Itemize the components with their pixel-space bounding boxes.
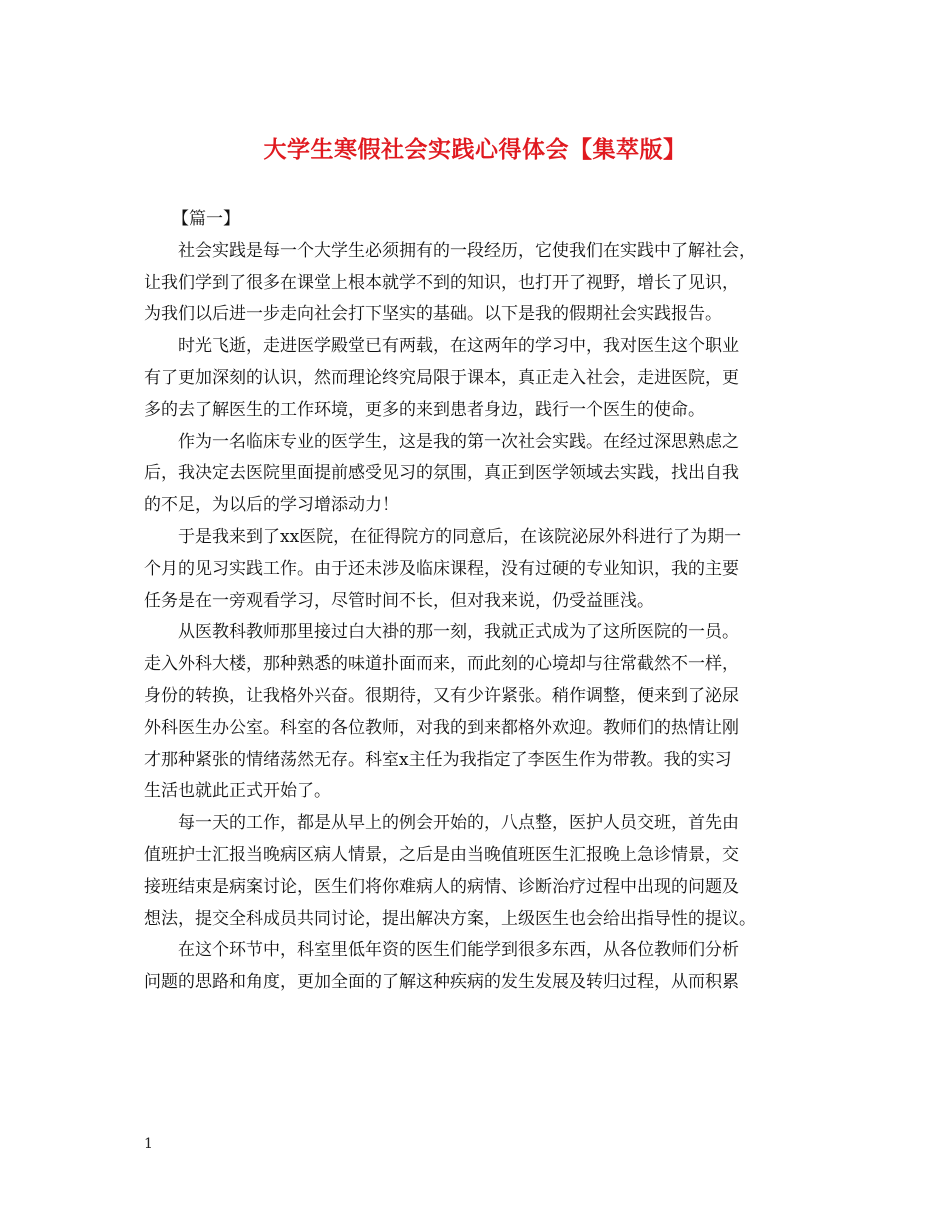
text-line: 在这个环节中，科室里低年资的医生们能学到很多东西，从各位教师们分析 — [178, 940, 739, 961]
text-line: 值班护士汇报当晚病区病人情景，之后是由当晚值班医生汇报晚上急诊情景，交 — [144, 844, 739, 865]
text-line: 让我们学到了很多在课堂上根本就学不到的知识，也打开了视野，增长了见识， — [144, 272, 739, 293]
section-heading: 【篇一】 — [172, 209, 240, 229]
document-title: 大学生寒假社会实践心得体会【集萃版】 — [263, 137, 687, 163]
text-line: 后，我决定去医院里面提前感受见习的氛围，真正到医学领域去实践，找出自我 — [144, 463, 739, 484]
text-line: 个月的见习实践工作。由于还未涉及临床课程，没有过硬的专业知识，我的主要 — [144, 558, 739, 579]
text-line: 作为一名临床专业的医学生，这是我的第一次社会实践。在经过深思熟虑之 — [178, 431, 739, 452]
text-line: 多的去了解医生的工作环境，更多的来到患者身边，践行一个医生的使命。 — [144, 399, 705, 420]
text-line: 生活也就此正式开始了。 — [144, 781, 331, 802]
text-line: 才那种紧张的情绪荡然无存。科室x主任为我指定了李医生作为带教。我的实习 — [144, 749, 732, 770]
page-number: 1 — [144, 1136, 153, 1152]
text-line: 有了更加深刻的认识，然而理论终究局限于课本，真正走入社会，走进医院，更 — [144, 367, 739, 388]
text-line: 问题的思路和角度，更加全面的了解这种疾病的发生发展及转归过程，从而积累 — [144, 972, 739, 993]
text-line: 任务是在一旁观看学习，尽管时间不长，但对我来说，仍受益匪浅。 — [144, 590, 654, 611]
text-line: 社会实践是每一个大学生必须拥有的一段经历，它使我们在实践中了解社会， — [178, 240, 756, 261]
text-line: 身份的转换，让我格外兴奋。很期待，又有少许紧张。稍作调整，便来到了泌尿 — [144, 685, 739, 706]
text-line: 的不足，为以后的学习增添动力！ — [144, 495, 399, 516]
text-line: 每一天的工作，都是从早上的例会开始的，八点整，医护人员交班，首先由 — [178, 813, 739, 834]
text-line: 为我们以后进一步走向社会打下坚实的基础。以下是我的假期社会实践报告。 — [144, 304, 722, 325]
text-line: 外科医生办公室。科室的各位教师，对我的到来都格外欢迎。教师们的热情让刚 — [144, 717, 739, 738]
text-line: 走入外科大楼，那种熟悉的味道扑面而来，而此刻的心境却与往常截然不一样， — [144, 654, 739, 675]
text-line: 接班结束是病案讨论，医生们将你难病人的病情、诊断治疗过程中出现的问题及 — [144, 876, 739, 897]
text-line: 于是我来到了xx医院，在征得院方的同意后，在该院泌尿外科进行了为期一 — [178, 526, 742, 547]
document-body — [144, 204, 814, 999]
text-line: 时光飞逝，走进医学殿堂已有两载，在这两年的学习中，我对医生这个职业 — [178, 336, 739, 357]
text-line: 从医教科教师那里接过白大褂的那一刻，我就正式成为了这所医院的一员。 — [178, 622, 739, 643]
text-line: 想法，提交全科成员共同讨论，提出解决方案，上级医生也会给出指导性的提议。 — [144, 908, 756, 929]
